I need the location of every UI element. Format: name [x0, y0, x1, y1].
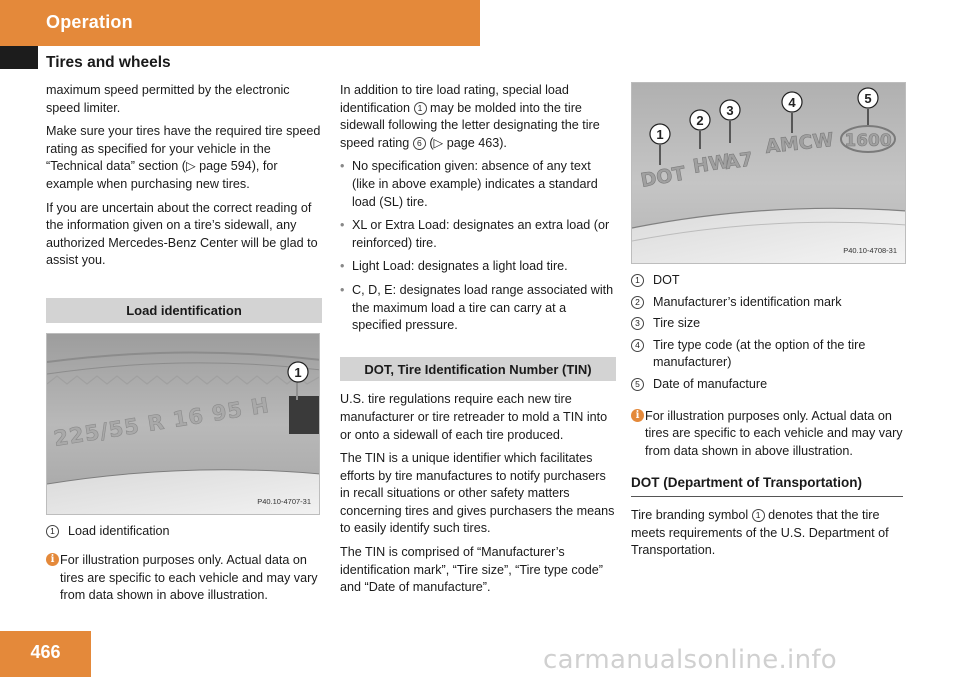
dot-marking: DOT: [639, 162, 688, 192]
column-right: [631, 82, 909, 566]
paragraph: maximum speed permitted by the electronic speed limiter.: [46, 83, 290, 115]
size-marking: A7: [723, 148, 755, 174]
info-icon: i: [46, 553, 59, 566]
paragraph: If you are uncertain about the correct reading of the information given on a tire’s sidewall, any authorized Mercedes-Benz Center will be glad to assist you.: [46, 200, 318, 268]
text-span: Tire branding symbol: [631, 507, 752, 522]
list-item: [631, 294, 909, 312]
number-marker: 5: [631, 378, 644, 391]
list-item-text: Tire size: [653, 316, 701, 331]
list-item-text: Date of manufacture: [653, 376, 768, 391]
bullet-text: XL or Extra Load: designates an extra load (or reinforced) tire.: [352, 218, 610, 250]
callout-3: 3: [726, 103, 734, 118]
bullet-item: [340, 217, 616, 252]
paragraph: [631, 507, 909, 560]
note-text: For illustration purposes only. Actual data on tires are specific to each vehicle and may vary from data shown in above illustration.: [645, 408, 903, 458]
figure-code: P40.10-4707-31: [257, 496, 311, 506]
paragraph: Make sure your tires have the required tire speed rating as specified for your vehicle in the “Technical data” section (▷ page 594), for example when purchasing new tires.: [46, 124, 321, 191]
number-marker: 6: [413, 137, 426, 150]
tire-size-marking: 225/55 R 16 95 H: [52, 392, 272, 451]
list-item-text: Manufacturer’s identification mark: [653, 294, 842, 309]
page-title: Tires and wheels: [46, 54, 171, 71]
list-item-text: Tire type code (at the option of the tire manufacturer): [653, 337, 866, 370]
section-title: Operation: [46, 12, 133, 32]
number-marker: 3: [631, 317, 644, 330]
bullet-text: No specification given: absence of any text (like in above example) indicates a standard load (SL) tire.: [352, 159, 598, 209]
page-number-box: [0, 631, 91, 677]
dot-legend-list: [631, 272, 909, 394]
paragraph: The TIN is comprised of “Manufacturer’s identification mark”, “Tire size”, “Tire type code” and “Date of manufacture”.: [340, 545, 603, 595]
info-note: [631, 408, 909, 461]
tire-sidewall-illustration: [47, 334, 320, 515]
bullet-item: [340, 258, 616, 276]
list-item: [631, 376, 909, 394]
watermark: carmanualsonline.info: [543, 645, 838, 675]
heading-dot-department: DOT (Department of Transportation): [631, 474, 903, 497]
list-item-text: DOT: [653, 273, 680, 287]
callout-5: 5: [864, 91, 872, 106]
info-icon: i: [631, 409, 644, 422]
bullet-icon: •: [340, 218, 345, 233]
section-tab-marker: [0, 46, 38, 69]
bullet-text: Light Load: designates a light load tire.: [352, 259, 568, 274]
bullet-item: [340, 158, 616, 211]
column-left: [46, 82, 322, 605]
callout-4: 4: [788, 95, 796, 110]
bullet-icon: •: [340, 159, 345, 174]
page-number: 466: [30, 642, 61, 662]
number-marker: 2: [631, 296, 644, 309]
paragraph: [340, 82, 616, 152]
tire-dot-figure: [631, 82, 906, 264]
text-span: In addition to tire load rating, special load identification: [340, 83, 569, 115]
text-span: may be molded into the tire sidewall following the letter designating the tire speed rating: [340, 100, 600, 150]
list-item: [631, 315, 909, 333]
number-marker: 1: [414, 102, 427, 115]
info-note: [46, 552, 322, 605]
column-middle: [340, 82, 616, 603]
list-item: [631, 337, 909, 372]
number-marker: 4: [631, 339, 644, 352]
callout-2: 2: [696, 113, 704, 128]
number-marker: 1: [752, 509, 765, 522]
tire-load-figure: [46, 333, 320, 515]
number-marker: 1: [46, 525, 59, 538]
note-text: For illustration purposes only. Actual data on tires are specific to each vehicle and may vary from data shown in above illustration.: [60, 553, 318, 603]
text-span: denotes that the tire meets requirements of the U.S. Department of Transportation.: [631, 507, 889, 558]
bullet-icon: •: [340, 282, 345, 297]
caption-text: Load identification: [68, 523, 170, 538]
date-marking: 1600: [844, 131, 892, 151]
tire-dot-illustration: [632, 83, 906, 264]
paragraph: The TIN is a unique identifier which facilitates efforts by tire manufactures to notify purchasers in recall situations or other safety matters concerning tires and gives purchasers the means to easily identify such tires.: [340, 451, 615, 536]
list-item: [631, 272, 909, 290]
bullet-icon: •: [340, 259, 345, 274]
text-span: (▷ page 463).: [425, 135, 507, 150]
heading-load-identification: Load identification: [46, 298, 322, 323]
figure-code: P40.10-4708-31: [843, 246, 897, 256]
bullet-text: C, D, E: designates load range associated with the maximum load a tire can carry at a specified pressure.: [352, 282, 614, 333]
manufacturer-marking: HW: [691, 150, 732, 178]
paragraph: U.S. tire regulations require each new tire manufacturer or tire retreader to mold a TIN into or onto a sidewall of each tire produced.: [340, 392, 608, 442]
callout-1: 1: [294, 364, 302, 380]
callout-1: 1: [656, 127, 664, 142]
figure-caption: [46, 523, 322, 541]
heading-dot-tin: DOT, Tire Identification Number (TIN): [340, 357, 616, 382]
number-marker: 1: [631, 274, 644, 287]
type-marking: AMCW: [764, 128, 835, 158]
bullet-item: [340, 282, 616, 335]
